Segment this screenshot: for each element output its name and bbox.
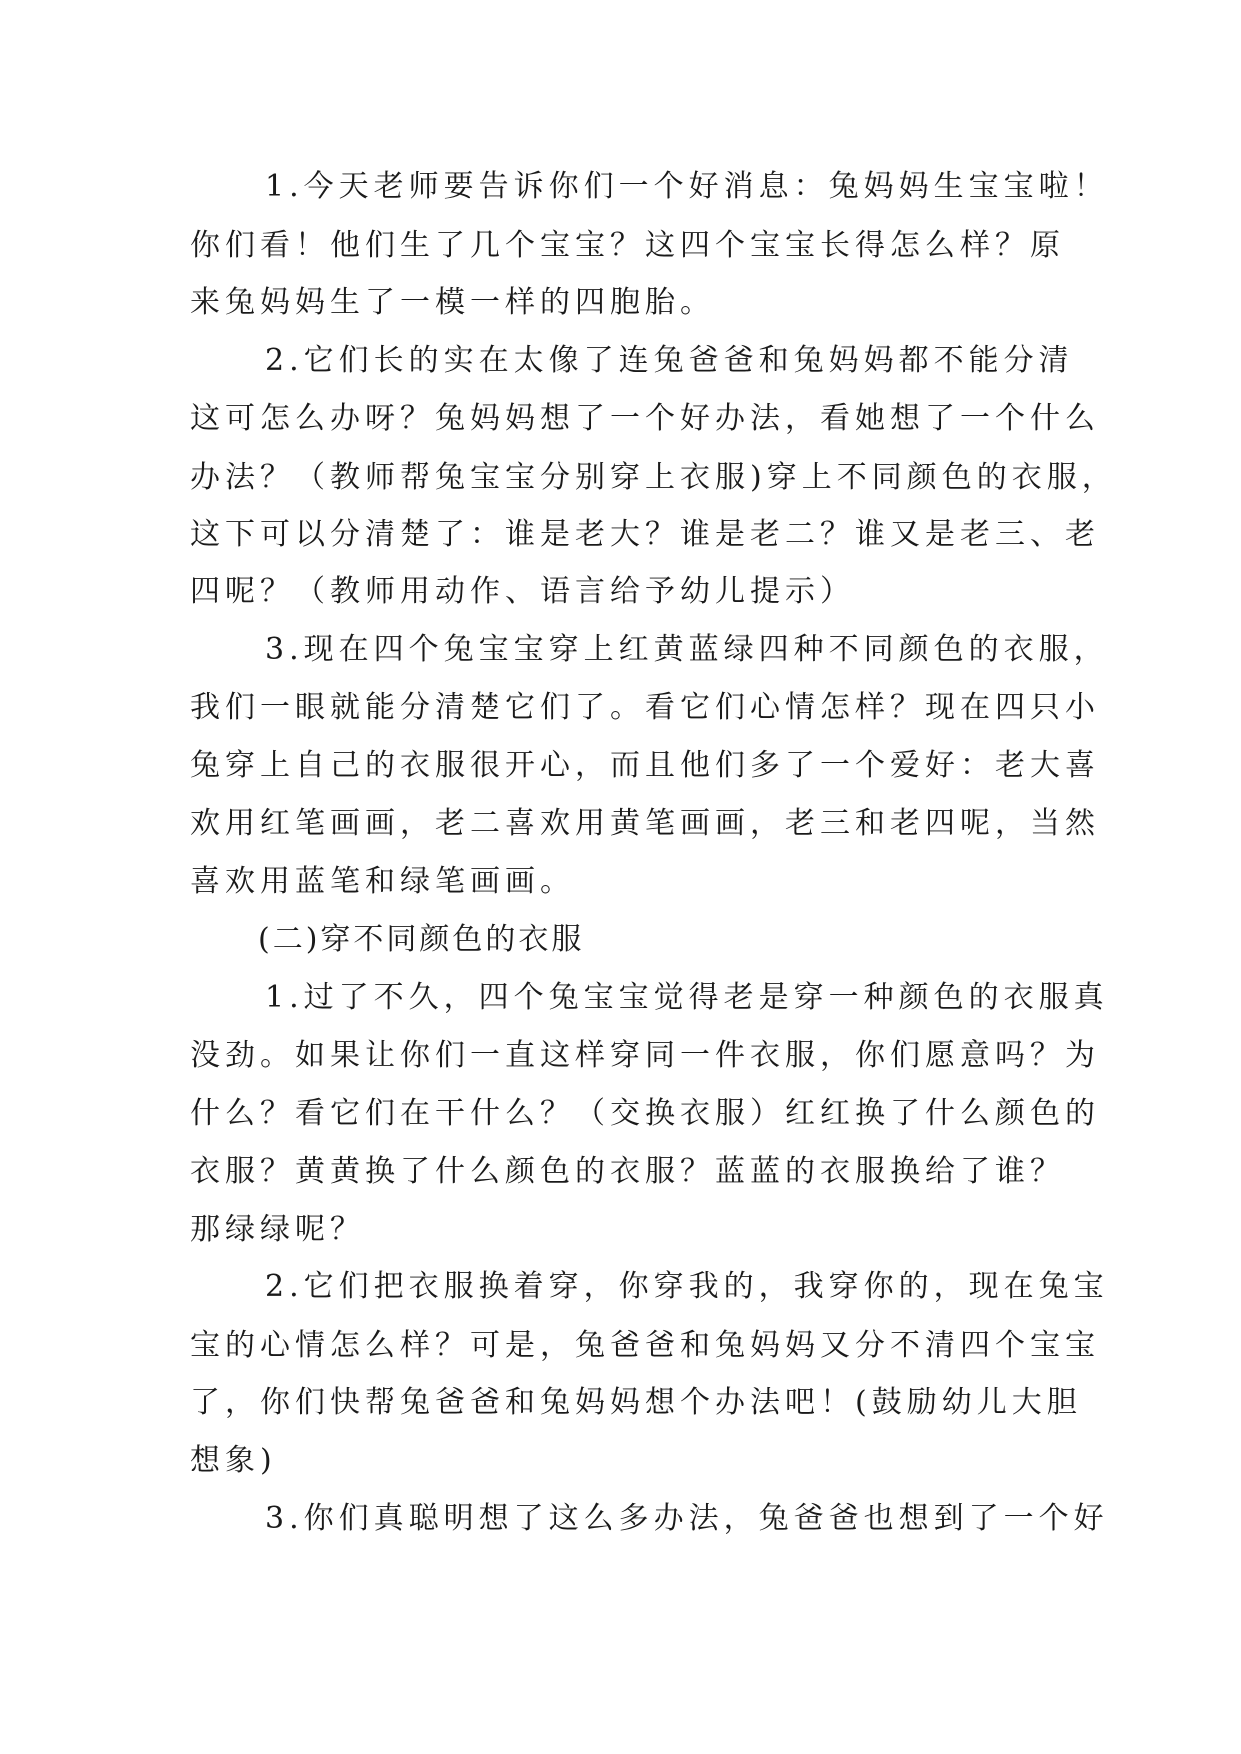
text-line: 2.它们长的实在太像了连兔爸爸和兔妈妈都不能分清: [265, 343, 1074, 378]
text-line: 3.你们真聪明想了这么多办法，兔爸爸也想到了一个好: [265, 1501, 1109, 1536]
text-line: 1.过了不久，四个兔宝宝觉得老是穿一种颜色的衣服真: [265, 980, 1109, 1015]
text-line: 2.它们把衣服换着穿，你穿我的，我穿你的，现在兔宝: [265, 1269, 1109, 1304]
text-line: 兔穿上自己的衣服很开心，而且他们多了一个爱好：老大喜: [190, 748, 1100, 783]
section-heading: (二)穿不同颜色的衣服: [258, 922, 585, 957]
text-line: 那绿绿呢？: [190, 1212, 365, 1247]
text-line: 办法？（教师帮兔宝宝分别穿上衣服)穿上不同颜色的衣服，: [190, 460, 1117, 495]
text-line: 宝的心情怎么样？可是，兔爸爸和兔妈妈又分不清四个宝宝: [190, 1328, 1100, 1363]
text-line: 衣服？黄黄换了什么颜色的衣服？蓝蓝的衣服换给了谁？: [190, 1154, 1065, 1189]
text-line: 这下可以分清楚了：谁是老大？谁是老二？谁又是老三、老: [190, 517, 1100, 552]
text-line: 这可怎么办呀？兔妈妈想了一个好办法，看她想了一个什么: [190, 401, 1100, 436]
text-line: 没劲。如果让你们一直这样穿同一件衣服，你们愿意吗？为: [190, 1038, 1100, 1073]
text-line: 来兔妈妈生了一模一样的四胞胎。: [190, 285, 715, 320]
text-line: 四呢？（教师用动作、语言给予幼儿提示）: [190, 574, 855, 609]
text-line: 什么？看它们在干什么？（交换衣服）红红换了什么颜色的: [190, 1096, 1100, 1131]
text-line: 1.今天老师要告诉你们一个好消息：兔妈妈生宝宝啦！: [265, 169, 1109, 204]
text-line: 我们一眼就能分清楚它们了。看它们心情怎样？现在四只小: [190, 690, 1100, 725]
text-line: 欢用红笔画画，老二喜欢用黄笔画画，老三和老四呢，当然: [190, 806, 1100, 841]
text-line: 了，你们快帮兔爸爸和兔妈妈想个办法吧！(鼓励幼儿大胆: [190, 1385, 1082, 1420]
text-line: 喜欢用蓝笔和绿笔画画。: [190, 864, 575, 899]
text-line: 3.现在四个兔宝宝穿上红黄蓝绿四种不同颜色的衣服，: [265, 632, 1109, 667]
text-line: 想象): [190, 1443, 277, 1478]
text-line: 你们看！他们生了几个宝宝？这四个宝宝长得怎么样？原: [190, 228, 1065, 263]
